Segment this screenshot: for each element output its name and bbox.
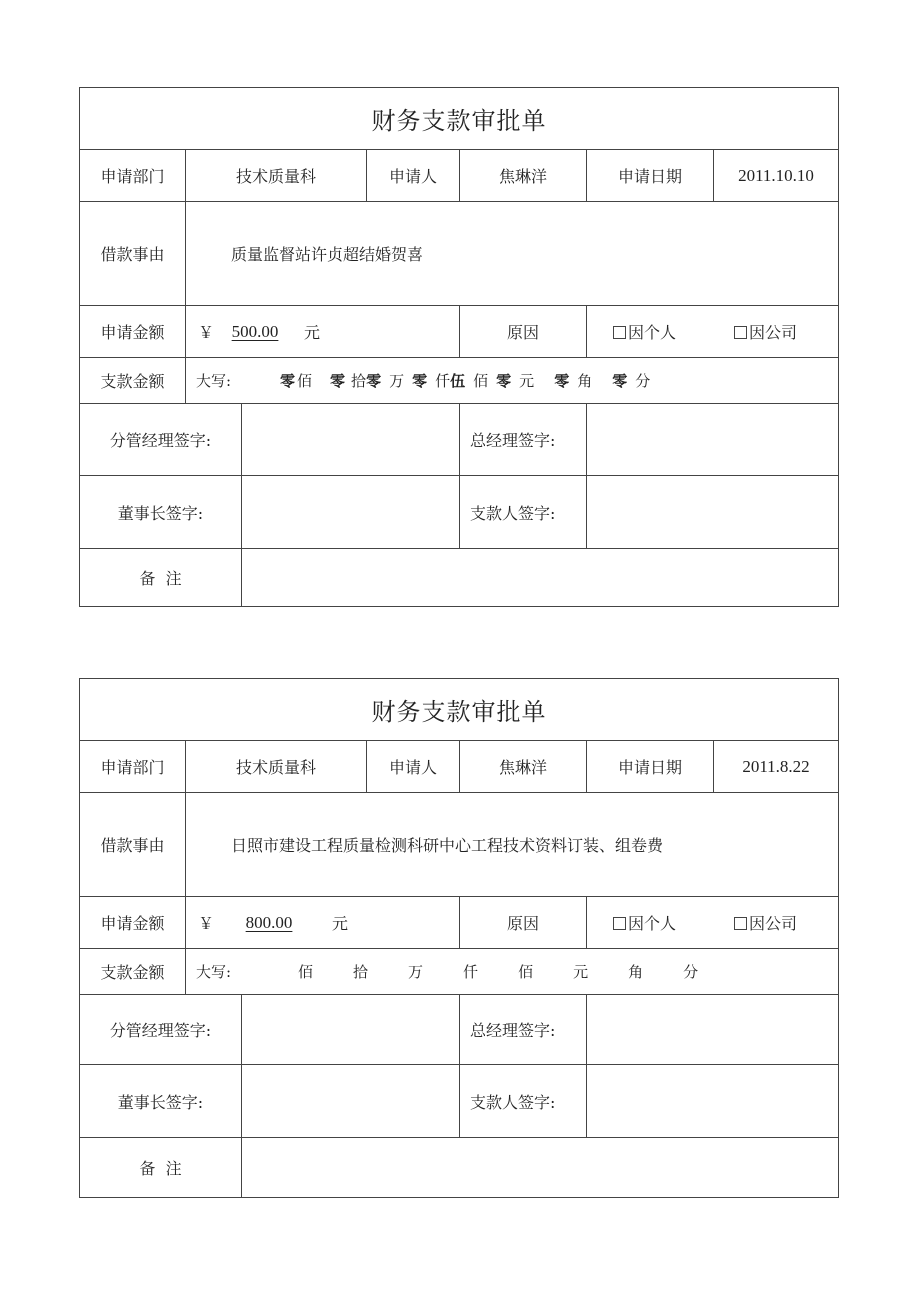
amount-row <box>80 896 838 948</box>
gm-sign-field[interactable] <box>586 995 838 1064</box>
payer-sign-label: 支款人签字: <box>459 1065 586 1137</box>
dept-label: 申请部门 <box>100 167 165 186</box>
payout-row <box>80 948 838 994</box>
daxie-jiao-unit: 角 <box>628 963 644 981</box>
remarks-label: 备 注 <box>139 569 182 588</box>
remarks-field[interactable] <box>241 1138 838 1197</box>
reason-row <box>80 201 838 305</box>
daxie-wan-unit: 万 <box>408 963 424 981</box>
chair-sign-label: 董事长签字: <box>117 1092 204 1112</box>
payout-label: 支款金额 <box>100 372 165 391</box>
yuan-label: 元 <box>332 914 349 933</box>
form-title: 财务支款审批单 <box>371 698 547 726</box>
daxie-jiao-unit: 角 <box>577 372 593 390</box>
mgr-sign-label: 分管经理签字: <box>109 1021 212 1040</box>
cause-options <box>586 897 838 948</box>
currency-symbol: ￥ <box>198 323 215 342</box>
sign-row-1 <box>80 994 838 1064</box>
payer-sign-field[interactable] <box>586 1065 838 1137</box>
daxie-label: 大写: <box>196 963 232 981</box>
daxie-jiao-digit: 零 <box>554 372 570 390</box>
amount-value: 500.00 <box>231 321 279 341</box>
form-title-row <box>80 679 838 740</box>
chair-sign-field[interactable] <box>241 476 459 548</box>
sign-row-2 <box>80 475 838 548</box>
personal-option-label: 因个人 <box>628 914 677 933</box>
mgr-sign-field[interactable] <box>241 404 459 475</box>
header-info-row <box>80 740 838 792</box>
reason-value: 质量监督站许贞超结婚贺喜 <box>185 202 838 305</box>
personal-checkbox[interactable] <box>613 326 626 339</box>
reason-value: 日照市建设工程质量检测科研中心工程技术资料订装、组卷费 <box>185 793 838 896</box>
daxie-qian-unit: 仟 <box>435 372 451 390</box>
dept-value: 技术质量科 <box>185 150 366 201</box>
chair-sign-field[interactable] <box>241 1065 459 1137</box>
cause-options <box>586 306 838 357</box>
amount-value: 800.00 <box>245 912 293 932</box>
daxie-cell <box>185 358 838 403</box>
daxie-wan-unit: 万 <box>389 372 405 390</box>
dept-label: 申请部门 <box>100 758 165 777</box>
remarks-row <box>80 1137 838 1197</box>
reason-label: 借款事由 <box>100 245 165 264</box>
daxie-shi-digit: 零 <box>330 372 346 390</box>
remarks-label: 备 注 <box>139 1159 182 1178</box>
daxie-bai2-unit: 佰 <box>518 963 534 981</box>
daxie-qian-unit: 仟 <box>463 963 479 981</box>
applicant-value: 焦琳洋 <box>459 150 586 201</box>
sign-row-1 <box>80 403 838 475</box>
daxie-qian-digit: 零 <box>412 372 428 390</box>
reason-row <box>80 792 838 896</box>
personal-checkbox[interactable] <box>613 917 626 930</box>
company-checkbox[interactable] <box>734 917 747 930</box>
daxie-yuan-unit: 元 <box>519 372 535 390</box>
personal-option-label: 因个人 <box>628 323 677 342</box>
payer-sign-label: 支款人签字: <box>459 476 586 548</box>
daxie-bai-unit: 佰 <box>298 963 314 981</box>
mgr-sign-label: 分管经理签字: <box>109 431 212 450</box>
cause-label: 原因 <box>459 306 586 357</box>
daxie-cell <box>185 949 838 994</box>
remarks-field[interactable] <box>241 549 838 606</box>
amount-row <box>80 305 838 357</box>
company-option-label: 因公司 <box>749 323 798 342</box>
gm-sign-label: 总经理签字: <box>459 995 586 1064</box>
daxie-yuan-digit: 零 <box>496 372 512 390</box>
amount-label: 申请金额 <box>100 914 165 933</box>
chair-sign-label: 董事长签字: <box>117 503 204 523</box>
reason-label: 借款事由 <box>100 836 165 855</box>
date-value: 2011.10.10 <box>713 150 838 201</box>
daxie-shi-unit: 拾 <box>353 963 369 981</box>
daxie-wan-digit: 零 <box>366 372 382 390</box>
form-title-row <box>80 88 838 149</box>
gm-sign-label: 总经理签字: <box>459 404 586 475</box>
company-checkbox[interactable] <box>734 326 747 339</box>
daxie-bai-digit: 零 <box>280 372 296 390</box>
yuan-label: 元 <box>304 323 321 342</box>
sign-row-2 <box>80 1064 838 1137</box>
amount-label: 申请金额 <box>100 323 165 342</box>
approval-form-2 <box>79 678 839 1198</box>
applicant-label: 申请人 <box>366 741 459 792</box>
company-option-label: 因公司 <box>749 914 798 933</box>
header-info-row <box>80 149 838 201</box>
dept-value: 技术质量科 <box>185 741 366 792</box>
daxie-fen-digit: 零 <box>612 372 628 390</box>
date-value: 2011.8.22 <box>713 741 838 792</box>
daxie-bai2-digit: 伍 <box>450 372 466 390</box>
daxie-bai-unit: 佰 <box>297 372 313 390</box>
daxie-fen-unit: 分 <box>683 963 699 981</box>
payer-sign-field[interactable] <box>586 476 838 548</box>
daxie-bai2-unit: 佰 <box>473 372 489 390</box>
daxie-fen-unit: 分 <box>635 372 651 390</box>
approval-form-1 <box>79 87 839 607</box>
daxie-yuan-unit: 元 <box>573 963 589 981</box>
applicant-value: 焦琳洋 <box>459 741 586 792</box>
daxie-label: 大写: <box>196 372 232 390</box>
date-label: 申请日期 <box>586 150 713 201</box>
date-label: 申请日期 <box>586 741 713 792</box>
gm-sign-field[interactable] <box>586 404 838 475</box>
amount-cell <box>185 897 459 948</box>
amount-cell <box>185 306 459 357</box>
payout-label: 支款金额 <box>100 963 165 982</box>
remarks-row <box>80 548 838 606</box>
cause-label: 原因 <box>459 897 586 948</box>
form-title: 财务支款审批单 <box>371 107 547 135</box>
payout-row <box>80 357 838 403</box>
applicant-label: 申请人 <box>366 150 459 201</box>
currency-symbol: ￥ <box>198 914 215 933</box>
daxie-shi-unit: 拾 <box>351 372 367 390</box>
mgr-sign-field[interactable] <box>241 995 459 1064</box>
